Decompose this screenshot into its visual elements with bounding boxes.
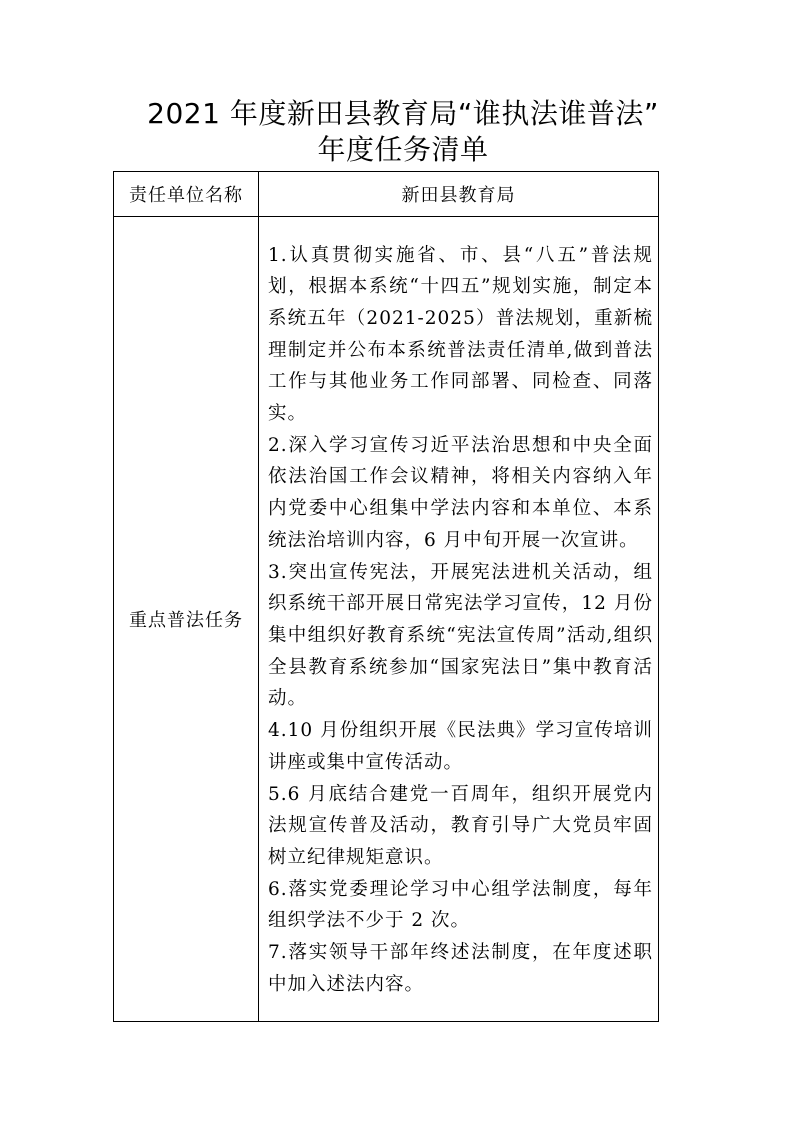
task-list xyxy=(259,232,658,1007)
task-table xyxy=(113,171,659,1022)
table-row-tasks xyxy=(114,217,659,1022)
title-line-1: 2021 年度新田县教育局“谁执法谁普法” xyxy=(147,97,659,130)
task-item-4: 4.10 月份组织开展《民法典》学习宣传培训讲座或集中宣传活动。 xyxy=(268,720,653,773)
task-item-3: 3.突出宣传宪法，开展宪法进机关活动，组织系统干部开展日常宪法学习宣传，12 月份集中组织好教育系统“宪法宣传周”活动,组织全县教育系统参加“国家宪法日”集中教育活动。 xyxy=(268,561,653,710)
title-line-2: 年度任务清单 xyxy=(317,133,489,166)
document-title xyxy=(113,96,693,168)
task-item-6: 6.落实党委理论学习中心组学法制度，每年组织学法不少于 2 次。 xyxy=(268,878,653,932)
unit-label-cell: 责任单位名称 xyxy=(114,172,259,217)
unit-value-cell: 新田县教育局 xyxy=(259,172,659,217)
task-item-1: 1.认真贯彻实施省、市、县“八五”普法规划，根据本系统“十四五”规划实施，制定本系统五年（2021-2025）普法规划，重新梳理制定并公布本系统普法责任清单,做到普法工作与其他业务工作同部署、同检查、同落实。 xyxy=(268,244,653,425)
tasks-content-cell xyxy=(259,217,659,1022)
task-item-2: 2.深入学习宣传习近平法治思想和中央全面依法治国工作会议精神，将相关内容纳入年内党委中心组集中学法内容和本单位、本系统法治培训内容，6 月中旬开展一次宣讲。 xyxy=(268,434,653,551)
task-item-5: 5.6 月底结合建党一百周年，组织开展党内法规宣传普及活动，教育引导广大党员牢固树立纪律规矩意识。 xyxy=(268,783,653,868)
tasks-label-cell: 重点普法任务 xyxy=(114,217,259,1022)
task-item-7: 7.落实领导干部年终述法制度，在年度述职中加入述法内容。 xyxy=(268,942,653,995)
table-row-unit xyxy=(114,172,659,217)
